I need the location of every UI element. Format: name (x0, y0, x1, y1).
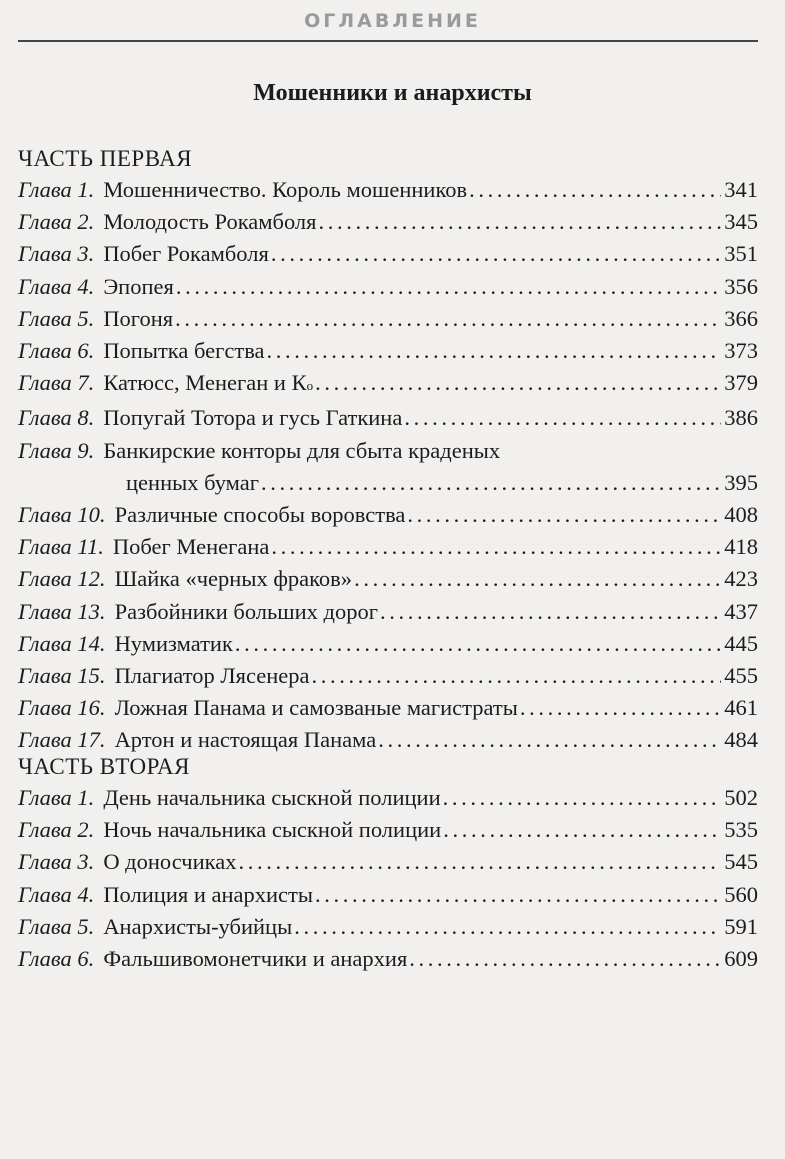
part-second (18, 752, 758, 975)
toc-entry[interactable] (18, 814, 758, 846)
toc-entry[interactable] (18, 563, 758, 595)
chapter-label: Глава 14. (18, 630, 106, 656)
page-number: 351 (724, 241, 758, 267)
chapter-title: День начальника сыскной полиции (103, 785, 441, 810)
dot-leader (443, 814, 721, 846)
page-number: 356 (724, 273, 758, 299)
dot-leader (409, 943, 721, 975)
dot-leader (407, 499, 721, 531)
chapter-title: Плагиатор Лясенера (114, 663, 310, 689)
page-number: 461 (724, 695, 758, 721)
chapter-label: Глава 13. (18, 598, 106, 624)
dot-leader (315, 367, 721, 399)
dot-leader (175, 303, 721, 335)
page-number: 455 (724, 663, 758, 689)
chapter-label: Глава 5. (18, 305, 95, 331)
chapter-title: Попугай Тотора и гусь Гаткина (103, 405, 403, 431)
page-number: 366 (724, 305, 758, 331)
toc-entry[interactable] (18, 238, 758, 270)
toc-entry[interactable] (18, 879, 758, 911)
page-number: 341 (724, 177, 758, 202)
page-number: 535 (724, 817, 758, 843)
dot-leader (319, 206, 722, 238)
toc-entry[interactable] (18, 943, 758, 975)
toc-entry[interactable] (18, 499, 758, 531)
dot-leader (311, 660, 721, 692)
page-number: 408 (724, 502, 758, 528)
page-number: 373 (724, 338, 758, 364)
chapter-label: Глава 12. (18, 566, 106, 592)
toc-entry[interactable] (18, 367, 758, 402)
dot-leader (469, 174, 721, 206)
page-number: 502 (724, 785, 758, 810)
chapter-title: Попытка бегства (103, 338, 265, 364)
part-first (18, 144, 758, 757)
chapter-title: Банкирские конторы для сбыта краденых (103, 437, 501, 463)
toc-entry[interactable] (18, 402, 758, 434)
page-number: 560 (724, 881, 758, 907)
dot-leader (176, 271, 721, 303)
chapter-title: Молодость Рокамболя (103, 209, 317, 235)
part-title: ЧАСТЬ ПЕРВАЯ (18, 146, 193, 171)
page-header (0, 0, 785, 46)
page-number: 545 (724, 849, 758, 875)
chapter-title: Побег Рокамболя (103, 241, 269, 267)
chapter-label: Глава 1. (18, 785, 95, 810)
dot-leader (261, 467, 721, 499)
chapter-title: Побег Менегана (112, 534, 270, 560)
chapter-title: Нумизматик (114, 630, 233, 656)
dot-leader (235, 628, 721, 660)
chapter-title: Погоня (103, 305, 174, 331)
chapter-label: Глава 2. (18, 209, 95, 235)
dot-leader (271, 238, 721, 270)
chapter-label: Глава 3. (18, 849, 95, 875)
chapter-title: Различные способы воровства (114, 502, 406, 528)
toc-entry[interactable] (18, 782, 758, 814)
chapter-label: Глава 8. (18, 405, 95, 431)
toc-entry[interactable] (18, 303, 758, 335)
page-number: 345 (724, 209, 758, 235)
chapter-title: Анархисты-убийцы (103, 913, 293, 939)
chapter-label: Глава 11. (18, 534, 104, 560)
chapter-label: Глава 1. (18, 177, 95, 202)
toc-entry[interactable] (18, 206, 758, 238)
page-number: 379 (724, 370, 758, 396)
toc-entry[interactable] (18, 596, 758, 628)
dot-leader (294, 911, 721, 943)
chapter-title: Шайка «черных фраков» (114, 566, 353, 592)
dot-leader (520, 692, 721, 724)
dot-leader (267, 335, 722, 367)
chapter-label: Глава 6. (18, 946, 95, 972)
page-number: 591 (724, 913, 758, 939)
chapter-label: Глава 6. (18, 338, 95, 364)
dot-leader (238, 846, 721, 878)
chapter-label: Глава 4. (18, 273, 95, 299)
chapter-label: Глава 15. (18, 663, 106, 689)
toc-entry[interactable] (18, 660, 758, 692)
toc-entry[interactable] (18, 628, 758, 660)
toc-entry[interactable] (18, 435, 758, 499)
toc-entry[interactable] (18, 911, 758, 943)
dot-leader (380, 596, 721, 628)
chapter-title: Артон и настоящая Панама (114, 727, 377, 753)
page-number: 609 (724, 946, 758, 972)
toc-entry[interactable] (18, 271, 758, 303)
chapter-title: Мошенничество. Король мошенников (103, 177, 468, 202)
part-title: ЧАСТЬ ВТОРАЯ (18, 754, 190, 779)
dot-leader (271, 531, 721, 563)
chapter-title: Ночь начальника сыскной полиции (103, 817, 442, 843)
page-number: 423 (724, 566, 758, 592)
chapter-title-superscript: о (306, 378, 314, 394)
dot-leader (315, 879, 721, 911)
chapter-label: Глава 9. (18, 437, 95, 463)
page-number: 395 (724, 469, 758, 495)
dot-leader (354, 563, 721, 595)
dot-leader (443, 782, 722, 814)
chapter-title: О доносчиках (103, 849, 237, 875)
chapter-label: Глава 3. (18, 241, 95, 267)
page-number: 437 (724, 598, 758, 624)
chapter-label: Глава 16. (18, 695, 106, 721)
chapter-title: Катюсс, Менеган и К (103, 370, 307, 396)
toc-list (18, 782, 758, 975)
toc-entry[interactable] (18, 531, 758, 563)
toc-entry[interactable] (18, 846, 758, 878)
chapter-title: Эпопея (103, 273, 174, 299)
page-number: 386 (724, 405, 758, 431)
chapter-title: Ложная Панама и самозваные магистраты (114, 695, 518, 721)
chapter-label: Глава 10. (18, 502, 106, 528)
chapter-label: Глава 17. (18, 727, 106, 753)
toc-entry[interactable] (18, 335, 758, 367)
chapter-title: Фальшивомонетчики и анархия (103, 946, 408, 972)
chapter-label: Глава 5. (18, 913, 95, 939)
chapter-title-continuation: ценных бумаг (126, 469, 259, 495)
chapter-label: Глава 2. (18, 817, 95, 843)
toc-entry[interactable] (18, 692, 758, 724)
chapter-label: Глава 7. (18, 370, 95, 396)
chapter-title: Разбойники больших дорог (114, 598, 378, 624)
running-head: ОГЛАВЛЕНИЕ (304, 10, 481, 32)
header-rule (18, 40, 758, 42)
toc-entry[interactable] (18, 174, 758, 206)
chapter-label: Глава 4. (18, 881, 95, 907)
page-number: 445 (724, 630, 758, 656)
book-title: Мошенники и анархисты (253, 80, 532, 106)
dot-leader (404, 402, 721, 434)
page-number: 484 (724, 727, 758, 753)
toc-list (18, 174, 758, 757)
chapter-title: Полиция и анархисты (103, 881, 313, 907)
page-number: 418 (724, 534, 758, 560)
